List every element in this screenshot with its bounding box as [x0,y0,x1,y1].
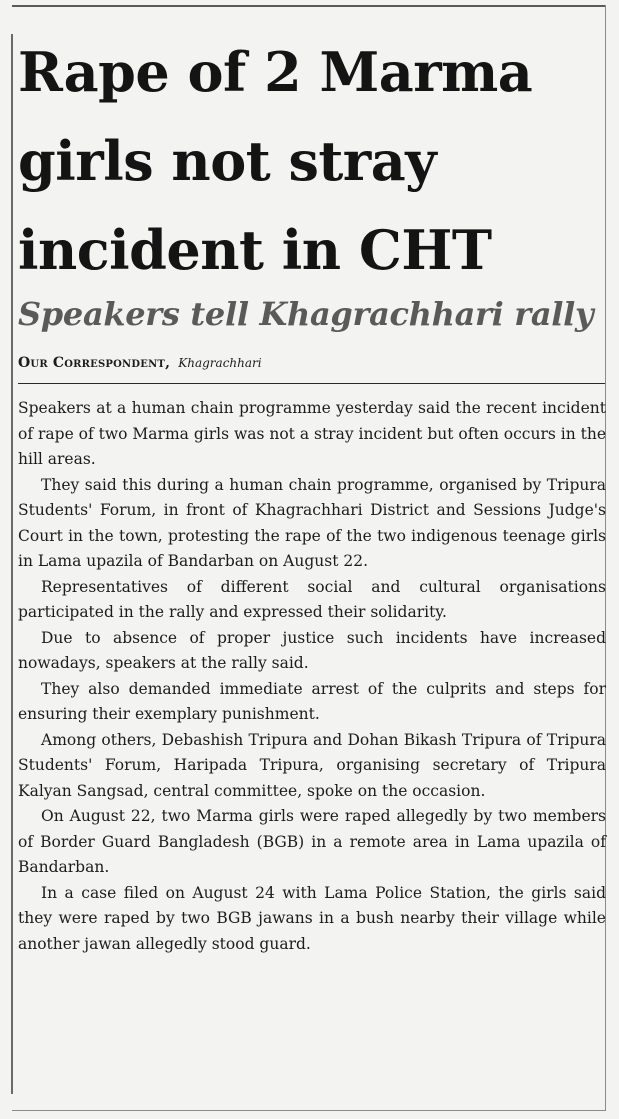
left-column-rule [11,34,13,1094]
body-paragraph: Due to absence of proper justice such incidents have increased nowadays, speakers at the rally said. [18,628,606,672]
article-body [18,396,606,957]
body-paragraph: Among others, Debashish Tripura and Dohan Bikash Tripura of Tripura Students' Forum, Haripada Tripura, organising secretary of Tripura Kalyan Sangsad, central committee, spoke on the occasion. [18,730,606,800]
body-paragraph: They said this during a human chain programme, organised by Tripura Students' Forum, in front of Khagrachhari District and Sessions Judge's Court in the town, protesting the rape of the two indigenous teenage girls in Lama upazila of Bandarban on August 22. [18,475,606,570]
byline-dateline: Khagrachhari [178,356,262,370]
body-paragraph: On August 22, two Marma girls were raped allegedly by two members of Border Guard Bangladesh (BGB) in a remote area in Lama upazila of Bandarban. [18,807,606,876]
article-headline: Rape of 2 Marma girls not stray incident in CHT [18,40,533,282]
body-paragraph: They also demanded immediate arrest of the culprits and steps for ensuring their exemplary punishment. [18,679,606,723]
body-paragraph: Representatives of different social and cultural organisations participated in the rally and expressed their solidarity. [18,577,606,621]
top-border-rule [12,5,605,7]
byline-divider [18,383,605,384]
body-paragraph: In a case filed on August 24 with Lama Police Station, the girls said they were raped by two BGB jawans in a bush nearby their village while another jawan allegedly stood guard. [18,883,606,953]
article-subheadline: Speakers tell Khagrachhari rally [18,295,594,333]
body-paragraph: Speakers at a human chain programme yesterday said the recent incident of rape of two Marma girls was not a stray incident but often occurs in the hill areas. [18,399,606,468]
byline [18,354,262,373]
bottom-border-rule [12,1110,605,1111]
byline-author: Our Correspondent, [18,355,171,371]
